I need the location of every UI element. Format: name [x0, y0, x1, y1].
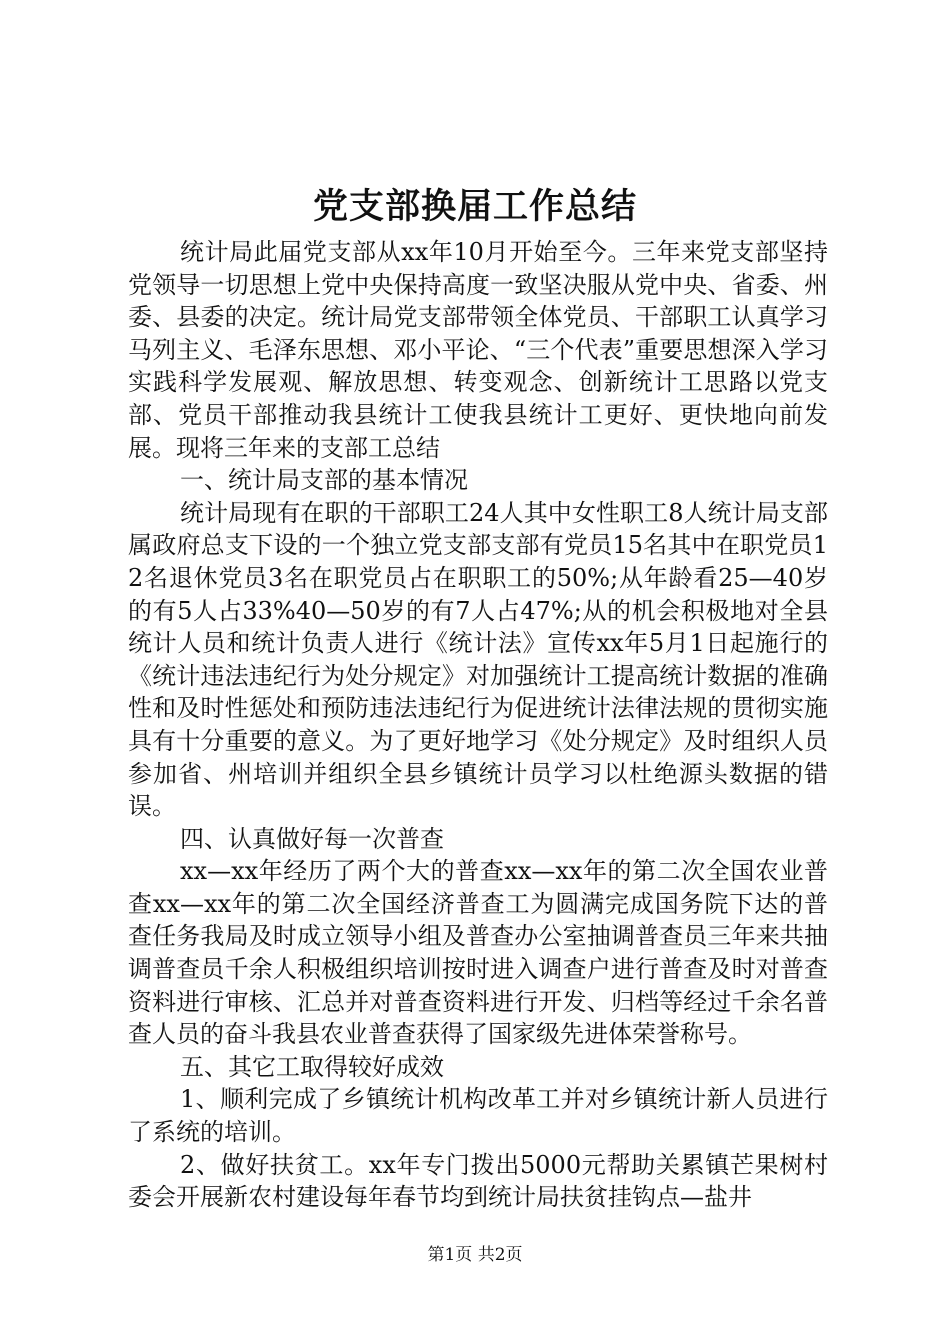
- paragraph-census: xx—xx年经历了两个大的普查xx—xx年的第二次全国农业普查xx—xx年的第二次全国经济普查工为圆满完成国务院下达的普查任务我局及时成立领导小组及普查办公室抽调普查员三年来共抽调普查员千余人积极组织培训按时进入调查户进行普查及时对普查资料进行审核、汇总并对普查资料进行开发、归档等经过千余名普查人员的奋斗我县农业普查获得了国家级先进体荣誉称号。: [128, 857, 828, 1049]
- document-title: 党支部换届工作总结: [312, 186, 637, 227]
- document-body: [128, 236, 828, 1214]
- page-footer: 第1页 共2页: [427, 1245, 523, 1265]
- section-heading-4: 四、认真做好每一次普查: [180, 824, 444, 853]
- paragraph-basic-situation: 统计局现有在职的干部职工24人其中女性职工8人统计局支部属政府总支下设的一个独立党支部支部有党员15名其中在职党员12名退休党员3名在职党员占在职职工的50%;从年龄看25—40岁的有5人占33%40—50岁的有7人占47%;从的机会积极地对全县统计人员和统计负责人进行《统计法》宣传xx年5月1日起施行的《统计违法违纪行为处分规定》对加强统计工提高统计数据的准确性和及时性惩处和预防违法违纪行为促进统计法律法规的贯彻实施具有十分重要的意义。为了更好地学习《处分规定》及时组织人员参加省、州培训并组织全县乡镇统计员学习以杜绝源头数据的错误。: [128, 498, 828, 821]
- section-heading-1: 一、统计局支部的基本情况: [180, 466, 468, 495]
- paragraph-item-1: 1、顺利完成了乡镇统计机构改革工并对乡镇统计新人员进行了系统的培训。: [128, 1085, 828, 1147]
- section-heading-5: 五、其它工取得较好成效: [180, 1052, 444, 1081]
- paragraph-item-2: 2、做好扶贫工。xx年专门拨出5000元帮助关累镇芒果树村委会开展新农村建设每年春节均到统计局扶贫挂钩点—盐井: [128, 1150, 828, 1212]
- paragraph-intro: 统计局此届党支部从xx年10月开始至今。三年来党支部坚持党领导一切思想上党中央保持高度一致坚决服从党中央、省委、州委、县委的决定。统计局党支部带领全体党员、干部职工认真学习马列主义、毛泽东思想、邓小平论、“三个代表”重要思想深入学习实践科学发展观、解放思想、转变观念、创新统计工思路以党支部、党员干部推动我县统计工使我县统计工更好、更快地向前发展。现将三年来的支部工总结: [128, 238, 828, 462]
